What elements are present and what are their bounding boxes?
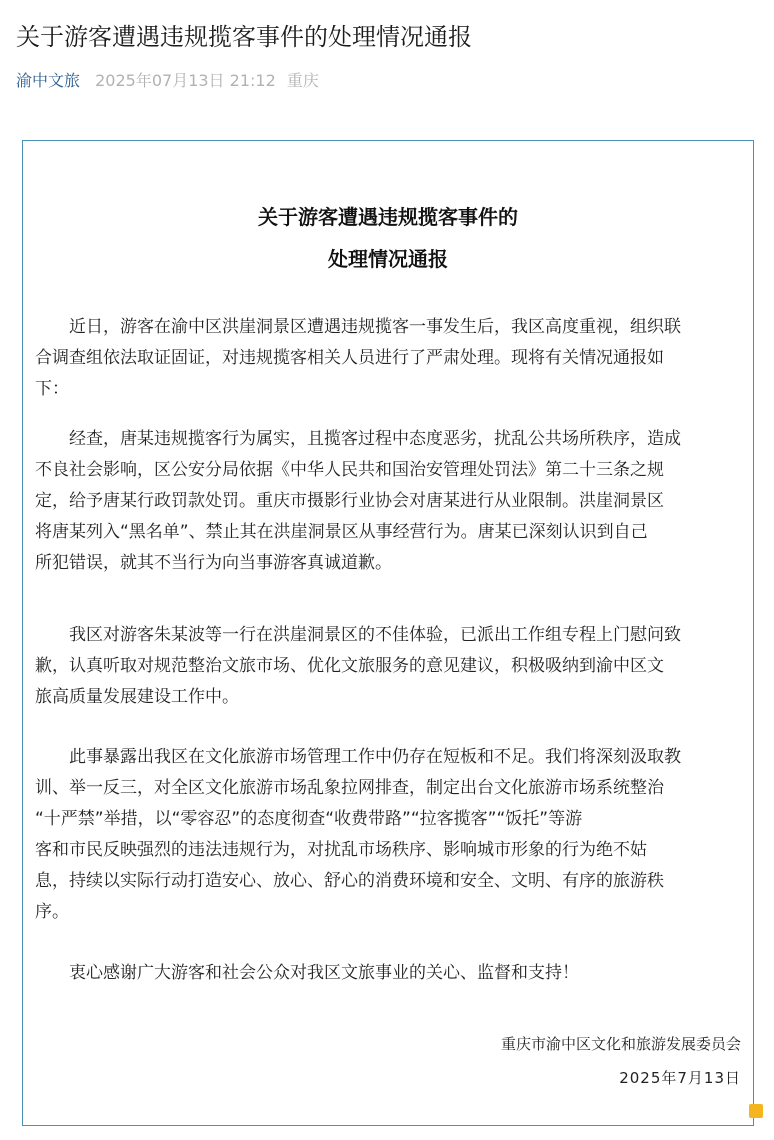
text-line: 下： [35,379,69,399]
text-line: 所犯错误，就其不当行为向当事游客真诚道歉。 [35,553,392,573]
article-title: 关于游客遭遇违规揽客事件的处理情况通报 [16,23,472,51]
publish-location: 重庆 [286,71,319,90]
document-title-line2: 处理情况通报 [328,247,448,271]
paragraph-rectification [35,742,747,928]
text-line: 定，给予唐某行政罚款处罚。重庆市摄影行业协会对唐某进行从业限制。洪崖洞景区 [35,491,664,511]
document-title-line1: 关于游客遭遇违规揽客事件的 [258,205,518,229]
text-line: 客和市民反映强烈的违法违规行为，对扰乱市场秩序、影响城市形象的行为绝不姑 [35,840,647,860]
account-name-link[interactable]: 渝中文旅 [16,71,81,90]
publish-date: 2025年07月13日 21:12 [95,71,276,90]
text-line: 旅高质量发展建设工作中。 [35,687,239,707]
paragraph-apology [35,620,747,713]
text-line: 经查，唐某违规揽客行为属实，且揽客过程中态度恶劣，扰乱公共场所秩序，造成 [35,429,681,449]
article-meta [16,70,319,92]
text-line: 不良社会影响，区公安分局依据《中华人民共和国治安管理处罚法》第二十三条之规 [35,460,664,480]
text-line: 衷心感谢广大游客和社会公众对我区文旅事业的关心、监督和支持！ [35,963,579,983]
text-line: 歉，认真听取对规范整治文旅市场、优化文旅服务的意见建议，积极吸纳到渝中区文 [35,656,664,676]
text-line: 近日，游客在渝中区洪崖洞景区遭遇违规揽客一事发生后，我区高度重视，组织联 [35,317,681,337]
image-corner-badge-icon[interactable] [749,1104,763,1118]
text-line: 此事暴露出我区在文化旅游市场管理工作中仍存在短板和不足。我们将深刻汲取教 [35,747,681,767]
paragraph-investigation [35,424,747,579]
text-line: 合调查组依法取证固证，对违规揽客相关人员进行了严肃处理。现将有关情况通报如 [35,348,664,368]
text-line: “十严禁”举措，以“零容忍”的态度彻查“收费带路”“拉客揽客”“饭托”等游 [35,809,583,829]
text-line: 我区对游客朱某波等一行在洪崖洞景区的不佳体验，已派出工作组专程上门慰问致 [35,625,681,645]
text-line: 息，持续以实际行动打造安心、放心、舒心的消费环境和安全、文明、有序的旅游秩 [35,871,664,891]
text-line: 训、举一反三，对全区文化旅游市场乱象拉网排查，制定出台文化旅游市场系统整治 [35,778,664,798]
signature-date: 2025年7月13日 [619,1069,741,1087]
paragraph-thanks [35,958,747,989]
text-line: 序。 [35,902,69,922]
text-line: 将唐某列入“黑名单”、禁止其在洪崖洞景区从事经营行为。唐某已深刻认识到自己 [35,522,648,542]
notice-document-image [22,140,754,1126]
paragraph-intro [35,312,747,405]
signature-organization: 重庆市渝中区文化和旅游发展委员会 [500,1035,741,1053]
